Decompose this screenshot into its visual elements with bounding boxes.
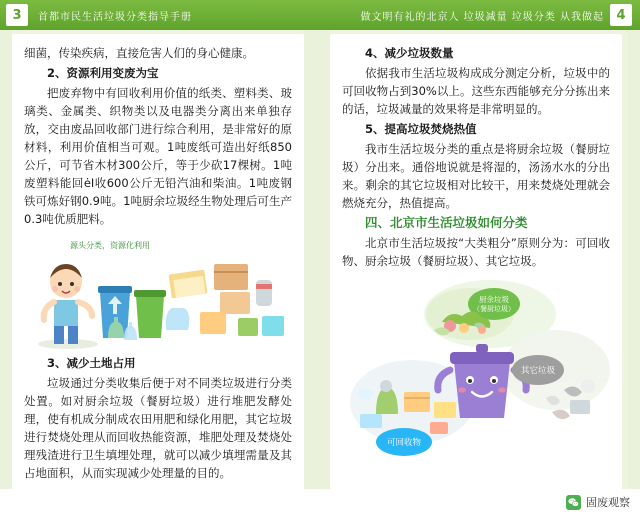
- right-margin: [628, 30, 640, 489]
- recyclable-label: 可回收物: [386, 438, 422, 448]
- recycle-bin-green: [134, 290, 166, 338]
- right-paragraph-5: 我市生活垃圾分类的重点是将厨余垃圾（餐厨垃圾）分出来。通俗地说就是将湿的，汤汤水水的分出来。剩余的其它垃圾相对比较干，用来焚烧处理就会燃烧充分，热值提高。: [342, 142, 610, 210]
- plastic-bag: [166, 308, 190, 330]
- center-gutter: [304, 30, 330, 489]
- right-paragraph-4: 依据我市生活垃圾构成成分测定分析，垃圾中的可回收物占到30%以上。这些东西能够充分分拣出来的话，垃圾减量的效果将是非常明显的。: [342, 66, 610, 116]
- left-paragraph-3: 垃圾通过分类收集后便于对不同类垃圾进行分类处置。如对厨余垃圾（餐厨垃圾）进行堆肥发酵处理，使有机成分制成农田用肥和绿化用肥，其它垃圾进行焚烧处理从而回收热能资源，堆肥处理及焚烧处理残渣进行卫生填埋处理，就可以减少填埋需量及其占地面积，从而实现减少处理量的目的。: [24, 376, 292, 480]
- left-header-title: 首都市民生活垃圾分类指导手册: [38, 11, 192, 23]
- right-header-title: 做文明有礼的北京人 垃圾减量 垃圾分类 从我做起: [360, 11, 604, 23]
- other-label: 其它垃圾: [520, 366, 556, 376]
- left-margin: [0, 30, 12, 489]
- kitchen-label-line1: 厨余垃圾: [479, 295, 509, 304]
- wechat-icon: [566, 495, 581, 510]
- right-heading-5: 5、提高垃圾焚烧热值: [365, 122, 477, 136]
- right-page-column: [330, 34, 622, 489]
- paper-stack: [169, 270, 208, 299]
- kitchen-label-line2: （餐厨垃圾）: [473, 305, 515, 313]
- left-paragraph-1: 细菌，传染疾病，直接危害人们的身心健康。: [24, 46, 254, 60]
- account-name: 固废观察: [586, 496, 630, 509]
- left-paragraph-2: 把废弃物中有回收利用价值的纸类、塑料类、玻璃类、金属类、织物类以及电器类分离出来单独存放，交由废品回收部门进行综合利用，是非常好的原材料，利用价值相当可观。1吨废纸可造出好纸850公斤，可节省木材300公斤，等于少砍17棵树。1吨废塑料能回ėI收600公斤无铅汽油和柴油。1吨废钢铁可炼好钢0.9吨。1吨厨余垃圾经生物处理后可生产0.3吨优质肥料。: [24, 86, 292, 226]
- box-stack: [214, 264, 250, 314]
- left-page-number: 3: [6, 4, 28, 26]
- left-illustration: [24, 234, 292, 352]
- left-heading-2: 2、资源利用变废为宝: [47, 66, 159, 80]
- three-bins-illustration-svg: [342, 274, 610, 474]
- page-header: [0, 0, 640, 30]
- page-footer: [0, 489, 640, 515]
- left-heading-3: 3、减少土地占用: [47, 356, 136, 370]
- right-section-title: 四、北京市生活垃圾如何分类: [365, 215, 528, 230]
- right-illustration: [342, 274, 610, 474]
- right-section-paragraph: 北京市生活垃圾按“大类粗分”原则分为：可回收物、厨余垃圾（餐厨垃圾）、其它垃圾。: [342, 236, 610, 268]
- sorting-illustration-svg: [24, 234, 292, 352]
- illustration-caption-text: 源头分类，资源化利用: [70, 241, 150, 250]
- left-page-column: [12, 34, 304, 489]
- wechat-account[interactable]: [566, 494, 630, 510]
- right-heading-4: 4、减少垃圾数量: [365, 46, 454, 60]
- boy-figure: [38, 264, 98, 349]
- right-page-number: 4: [610, 4, 632, 26]
